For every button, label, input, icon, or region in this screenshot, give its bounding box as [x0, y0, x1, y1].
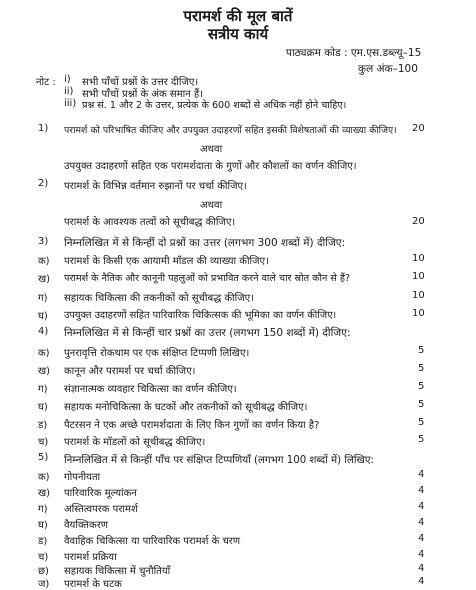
question-heading: निम्नलिखित में से किन्हीं दो प्रश्नों का उत्तर (लगभग 300 शब्दों में) दीजिए:	[64, 237, 346, 249]
subquestion-text: परामर्श के किसी एक आयामी मॉडल की व्याख्या कीजिए।	[64, 256, 269, 267]
subquestion-marks: 5	[418, 434, 425, 445]
subquestion-number: ख)	[38, 366, 51, 377]
question-number: 5)	[38, 452, 49, 463]
subquestion-number: ज)	[38, 579, 50, 590]
question-heading: निम्नलिखित में से किन्हीं पाँच पर संक्षिप्त टिप्पणियाँ (लगभग 100 शब्दों में) लिखिए:	[64, 455, 374, 466]
page-subtitle: सत्रीय कार्य	[207, 25, 269, 43]
note-text: सभी पाँचों प्रश्नों के उत्तर दीजिए।	[82, 77, 199, 88]
subquestion-number: च)	[38, 437, 49, 448]
total-marks: कुल अंक–100	[358, 63, 418, 75]
note-text: सभी पाँचों प्रश्नों के अंक समान हैं।	[82, 89, 203, 100]
subquestion-text: कानून और परामर्श पर चर्चा कीजिए।	[64, 366, 196, 377]
subquestion-marks: 10	[412, 290, 425, 301]
note-num: ii)	[64, 86, 74, 97]
subquestion-text: वैवाहिक चिकित्सा या पारिवारिक परामर्श के चरण	[64, 536, 241, 547]
subquestion-text: परामर्श प्रक्रिया	[64, 552, 117, 563]
subquestion-text: पैटरसन ने एक अच्छे परामर्शदाता के लिए किन गुणों का वर्णन किया है?	[64, 420, 320, 431]
question-number: 2)	[38, 178, 49, 189]
subquestion-text: सहायक चिकित्सा में चुनौतियाँ	[64, 566, 171, 577]
or-separator: अथवा	[200, 200, 223, 211]
subquestion-number: क)	[38, 348, 50, 359]
subquestion-text: परामर्श के घटक	[64, 579, 122, 590]
page-title: परामर्श की मूल बातें	[183, 7, 293, 25]
subquestion-number: क)	[38, 472, 50, 483]
note-num: i)	[64, 74, 71, 85]
question-marks: 20	[412, 123, 425, 134]
subquestion-number: घ)	[38, 520, 48, 531]
subquestion-marks: 4	[418, 501, 425, 512]
subquestion-text: वैयक्तिकरण	[64, 520, 109, 531]
course-code: पाठ्यक्रम कोड : एम.एस.डब्ल्यू–15	[286, 47, 422, 59]
subquestion-marks: 10	[412, 271, 425, 282]
subquestion-text: सहायक चिकित्सा की तकनीकों को सूचीबद्ध कीजिए।	[64, 293, 254, 304]
subquestion-marks: 10	[412, 253, 425, 264]
question-alt-text: परामर्श के आवश्यक तत्वों को सूचीबद्ध कीजिए।	[64, 217, 236, 228]
subquestion-text: परामर्श के नैतिक और कानूनी पहलुओं को प्रभावित करने वाले चार स्रोत कौन से हैं?	[64, 273, 351, 284]
question-marks: 20	[412, 216, 425, 227]
subquestion-text: पुनरावृत्ति रोकथाम पर एक संक्षिप्त टिप्पणी लिखिए।	[64, 348, 250, 359]
subquestion-text: उपयुक्त उदाहरणों सहित पारिवारिक चिकित्सक की भूमिका का वर्णन कीजिए।	[64, 310, 337, 321]
subquestion-number: क)	[38, 256, 50, 267]
subquestion-marks: 4	[418, 517, 425, 528]
subquestion-text: अस्तित्वपरक परामर्श	[64, 504, 138, 515]
note-label: नोट :	[36, 77, 56, 88]
subquestion-text: गोपनीयता	[64, 472, 101, 483]
subquestion-number: ग)	[38, 384, 48, 395]
subquestion-marks: 4	[418, 533, 425, 544]
subquestion-number: घ)	[38, 311, 48, 322]
subquestion-marks: 4	[418, 469, 425, 480]
subquestion-number: ड)	[38, 536, 48, 547]
question-text: परामर्श के विभिन्न वर्तमान रुझानों पर चर्चा कीजिए।	[64, 181, 247, 192]
subquestion-number: छ)	[38, 566, 49, 577]
question-number: 3)	[38, 236, 49, 247]
subquestion-text: सहायक मनोचिकित्सा के घटकों और तकनीकों को सूचीबद्ध कीजिए।	[64, 402, 308, 413]
question-number: 1)	[38, 123, 49, 134]
subquestion-marks: 5	[418, 381, 425, 392]
subquestion-number: ग)	[38, 293, 48, 304]
subquestion-marks: 4	[418, 576, 425, 587]
subquestion-number: घ)	[38, 402, 48, 413]
subquestion-text: परामर्श के मॉडलों को सूचीबद्ध कीजिए।	[64, 437, 206, 448]
subquestion-number: च)	[38, 552, 49, 563]
subquestion-text: संज्ञानात्मक व्यवहार चिकित्सा का वर्णन कीजिए।	[64, 384, 237, 395]
subquestion-marks: 10	[412, 308, 425, 319]
subquestion-marks: 5	[418, 363, 425, 374]
subquestion-marks: 4	[418, 549, 425, 560]
subquestion-marks: 4	[418, 563, 425, 574]
subquestion-marks: 5	[418, 417, 425, 428]
subquestion-text: पारिवारिक मूल्यांकन	[64, 488, 137, 499]
subquestion-number: ख)	[38, 488, 51, 499]
question-text: परामर्श को परिभाषित कीजिए और उपयुक्त उदाहरणों सहित इसकी विशेषताओं की व्याख्या कीजिए।	[64, 125, 397, 136]
note-num: iii)	[64, 98, 77, 109]
subquestion-marks: 5	[418, 345, 425, 356]
subquestion-number: ख)	[38, 274, 51, 285]
note-text: प्रश्न सं. 1 और 2 के उत्तर, प्रत्येक के 600 शब्दों से अधिक नहीं होने चाहिए।	[82, 100, 347, 111]
question-heading: निम्नलिखित में से किन्हीं चार प्रश्नों का उत्तर (लगभग 150 शब्दों में) दीजिए:	[64, 327, 351, 339]
or-separator: अथवा	[200, 144, 223, 155]
subquestion-number: ड)	[38, 420, 48, 431]
question-alt-text: उपयुक्त उदाहरणों सहित एक परामर्शदाता के गुणों और कौशलों का वर्णन कीजिए।	[64, 161, 357, 172]
subquestion-number: ग)	[38, 504, 48, 515]
subquestion-marks: 4	[418, 485, 425, 496]
question-number: 4)	[38, 326, 49, 337]
subquestion-marks: 5	[418, 399, 425, 410]
